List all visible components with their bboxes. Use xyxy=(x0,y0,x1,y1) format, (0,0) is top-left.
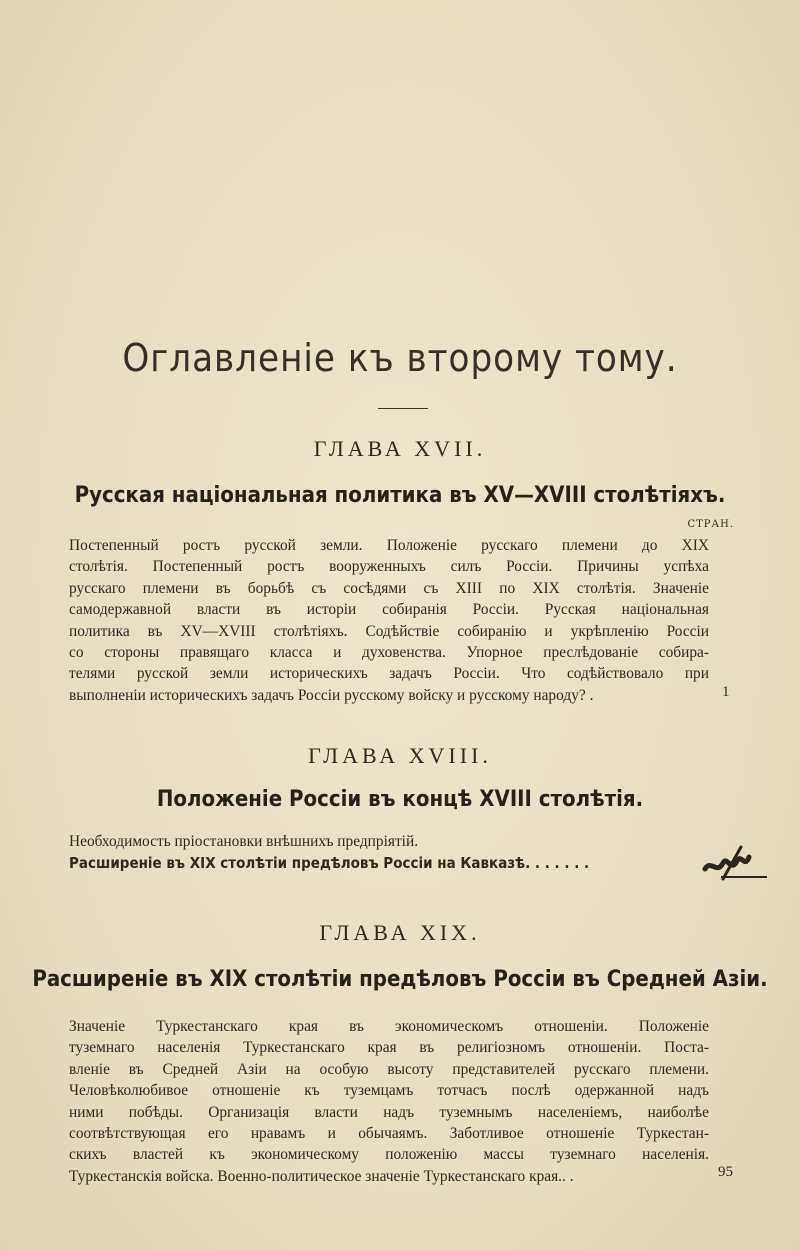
summary-line: Необходимость пріостановки внѣшнихъ предпріятій. xyxy=(69,833,419,850)
summary-line: туземнаго населенія Туркестанскаго края въ религіозномъ отношеніи. Поста- xyxy=(69,1039,709,1057)
summary-line: ними побѣды. Организація власти надъ туземнымъ населеніемъ, наиболѣе xyxy=(69,1103,709,1121)
chapter-18-label: ГЛАВА XVIII. xyxy=(308,743,492,768)
summary-line: выполненіи историческихъ задачъ Россіи русскому войску и русскому народу? . xyxy=(69,686,594,704)
chapter-19-heading: Расширеніе въ XIX столѣтіи предѣловъ Россіи въ Средней Азіи. xyxy=(32,967,768,992)
chapter-17-heading: Русская національная политика въ XV—XVIII столѣтіяхъ. xyxy=(74,483,726,508)
handwritten-mark-icon xyxy=(701,839,769,883)
chapter-17-page-number: 1 xyxy=(722,684,730,700)
chapter-17-label: ГЛАВА XVII. xyxy=(313,436,487,461)
page-column-label: СТРАН. xyxy=(687,519,734,530)
summary-line: самодержавной власти въ исторіи собиранія Россіи. Русская національная xyxy=(69,601,709,619)
page-title: Оглавленіе къ второму тому. xyxy=(122,336,678,380)
chapter-17-summary xyxy=(69,535,709,706)
summary-line: Расширеніе въ XIX столѣтіи предѣловъ Россіи на Кавказѣ. . . . . . . xyxy=(69,854,590,873)
title-rule xyxy=(378,408,428,409)
chapter-19-label: ГЛАВА XIX. xyxy=(319,920,481,945)
chapter-19-page-number: 95 xyxy=(718,1164,733,1180)
summary-line: телями русской земли историческихъ задачъ Россіи. Что содѣйствовало при xyxy=(69,665,709,683)
summary-line: соотвѣтствующая его нравамъ и обычаямъ. Заботливое отношеніе Туркестан- xyxy=(69,1125,709,1143)
summary-line: со стороны правящаго класса и духовенства. Упорное преслѣдованіе собира- xyxy=(69,644,709,662)
summary-line: Постепенный ростъ русской земли. Положеніе русскаго племени до XIX xyxy=(69,537,709,554)
summary-line: Человѣколюбивое отношеніе къ туземцамъ тотчасъ послѣ одержанной надъ xyxy=(69,1082,709,1100)
chapter-18-heading: Положеніе Россіи въ концѣ XVIII столѣтія. xyxy=(156,787,644,812)
summary-line: Туркестанскія войска. Военно-политическое значеніе Туркестанскаго края.. . xyxy=(69,1167,574,1185)
summary-line: Значеніе Туркестанскаго края въ экономическомъ отношеніи. Положеніе xyxy=(69,1018,709,1035)
summary-line: столѣтія. Постепенный ростъ вооруженныхъ силъ Россіи. Причины успѣха xyxy=(69,558,709,576)
chapter-18-summary xyxy=(69,831,669,875)
summary-line: вленіе въ Средней Азіи на особую высоту представителей русскаго племени. xyxy=(69,1060,709,1078)
chapter-19-summary xyxy=(69,1016,709,1187)
summary-line: политика въ XV—XVIII столѣтіяхъ. Содѣйствіе собиранію и укрѣпленію Россіи xyxy=(69,622,709,640)
summary-line: русскаго племени въ борьбѣ съ сосѣдями съ XIII по XIX столѣтія. Значеніе xyxy=(69,579,709,597)
summary-line: скихъ властей къ экономическому положенію массы туземнаго населенія. xyxy=(69,1146,709,1164)
